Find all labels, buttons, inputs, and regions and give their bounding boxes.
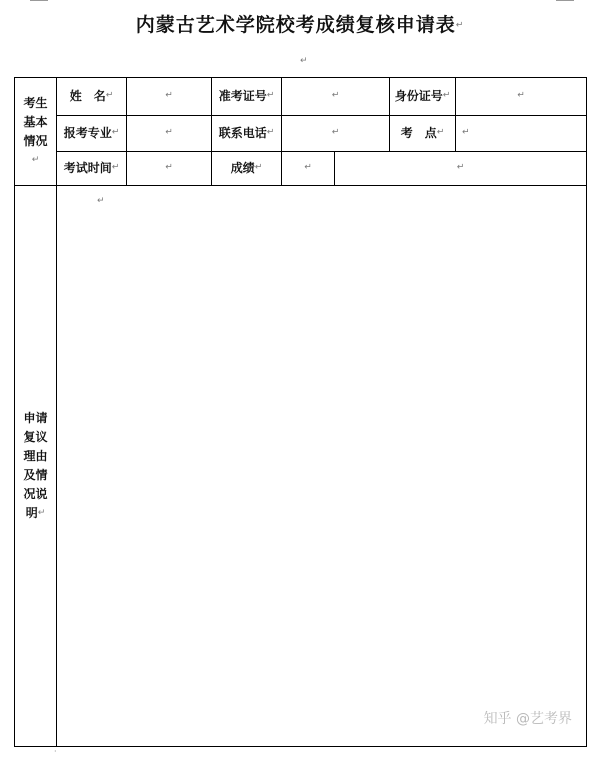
- phone-label-cell: 联系电话↵: [212, 116, 282, 152]
- admission-ticket-label-cell: 准考证号↵: [212, 78, 282, 116]
- name-label-cell: 姓 名↵: [57, 78, 127, 116]
- score-extra-field[interactable]: ↵: [335, 152, 587, 186]
- document-title: [0, 10, 600, 37]
- paragraph-mark: ↵: [455, 20, 465, 31]
- exam-time-value-field[interactable]: ↵: [127, 152, 212, 186]
- id-number-label: 身份证号: [394, 88, 443, 103]
- name-label: 姓 名: [69, 88, 106, 103]
- application-form-table: [14, 77, 587, 747]
- admission-ticket-label: 准考证号: [218, 88, 267, 103]
- exam-time-label-cell: 考试时间↵: [57, 152, 127, 186]
- exam-site-label-cell: 考 点↵: [390, 116, 456, 152]
- exam-site-label: 考 点: [400, 125, 437, 140]
- phone-label: 联系电话: [218, 125, 267, 140]
- watermark: 知乎 @艺考界: [483, 710, 573, 727]
- phone-value-field[interactable]: ↵: [282, 116, 390, 152]
- basic-info-label-cell: [15, 78, 57, 186]
- title-text: 内蒙古艺术学院校考成绩复核申请表: [135, 14, 456, 36]
- major-value-field[interactable]: ↵: [127, 116, 212, 152]
- reason-label-cell: [15, 186, 57, 747]
- major-label: 报考专业: [63, 125, 112, 140]
- reason-text-area[interactable]: [57, 186, 587, 747]
- paragraph-mark: ↵: [300, 56, 308, 66]
- paragraph-mark: ↵: [97, 196, 105, 206]
- id-number-label-cell: 身份证号↵: [390, 78, 456, 116]
- exam-site-value-field[interactable]: ↵: [456, 116, 587, 152]
- reason-label: 申请复议理由及情况说明↵: [23, 411, 48, 520]
- score-label-cell: 成绩↵: [212, 152, 282, 186]
- name-value-field[interactable]: ↵: [127, 78, 212, 116]
- score-label: 成绩: [230, 160, 255, 175]
- footer-mark: ·: [54, 747, 57, 756]
- basic-info-label: 考生基本情况↵: [23, 95, 48, 165]
- exam-time-label: 考试时间: [63, 160, 112, 175]
- admission-ticket-value-field[interactable]: ↵: [282, 78, 390, 116]
- major-label-cell: 报考专业↵: [57, 116, 127, 152]
- top-right-mark: [556, 0, 574, 1]
- score-value-field[interactable]: ↵: [282, 152, 335, 186]
- top-left-mark: [30, 0, 48, 1]
- id-number-value-field[interactable]: ↵: [456, 78, 587, 116]
